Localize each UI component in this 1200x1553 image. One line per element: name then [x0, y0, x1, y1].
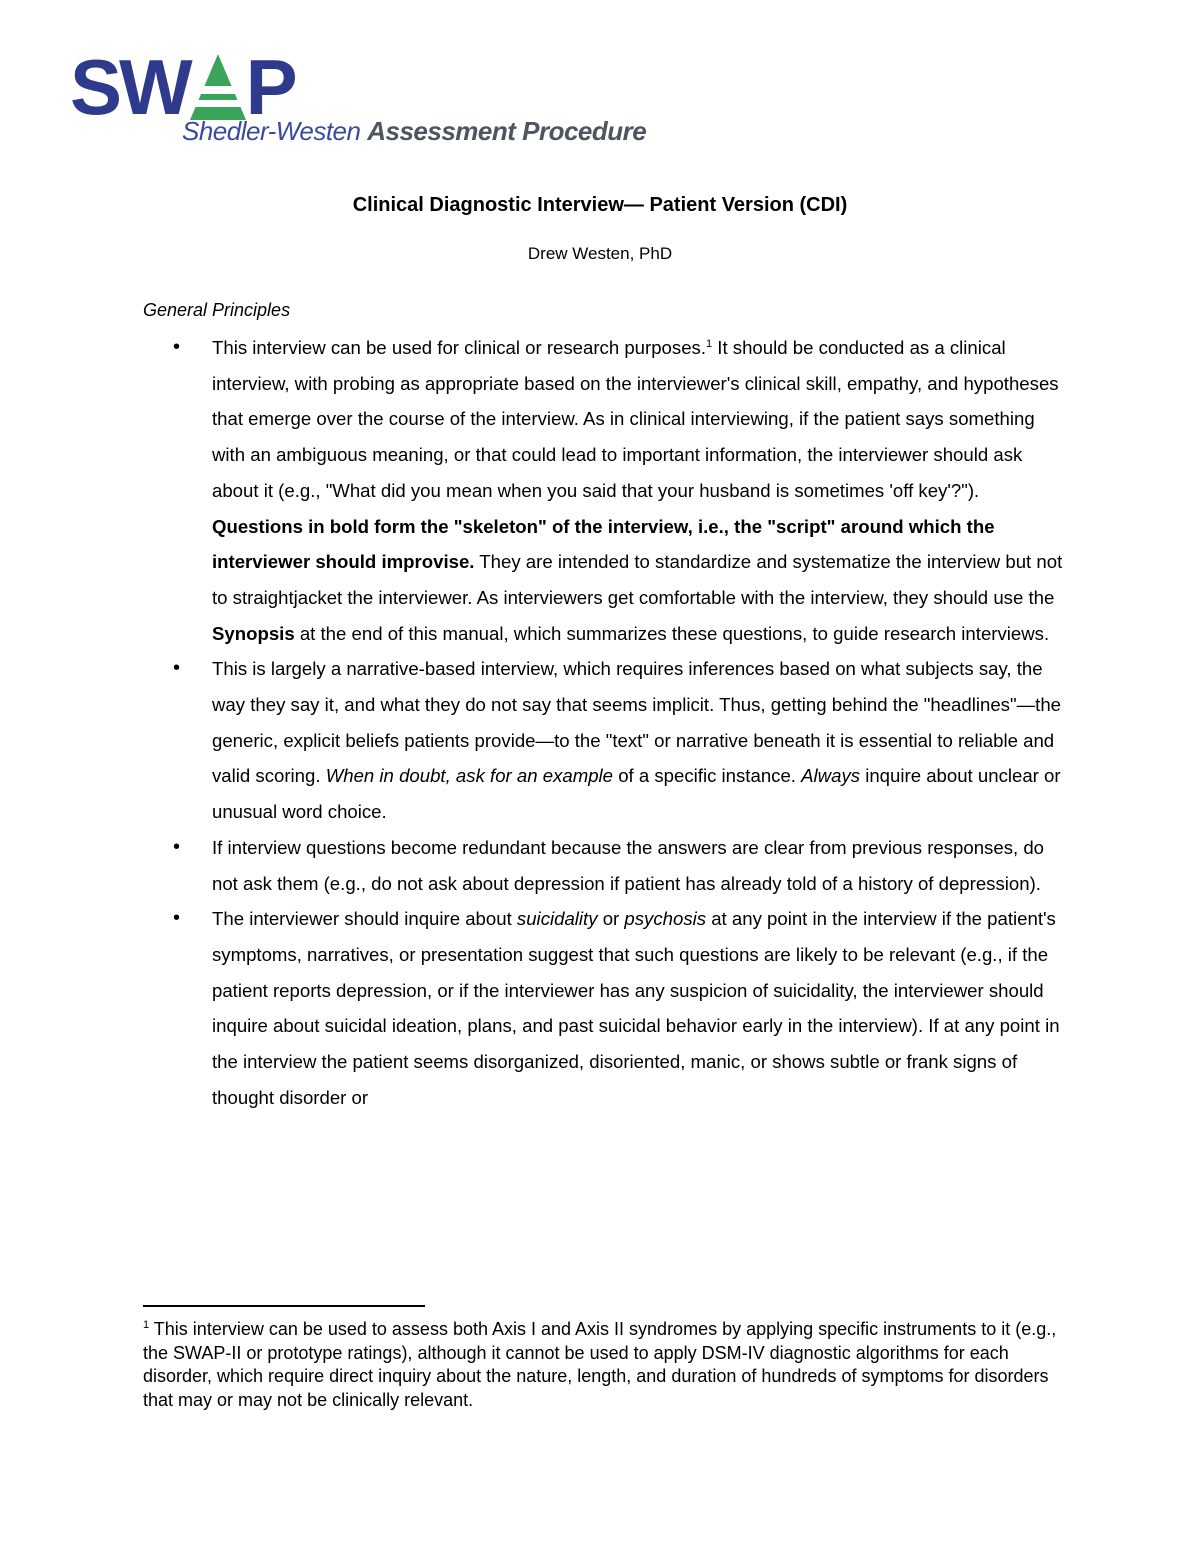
italic-text: Always [801, 765, 861, 787]
bold-text: Questions in bold form the "skeleton" of the interview, i.e., the "script" around which the interviewer should improvise. [212, 515, 995, 573]
logo-tagline [182, 116, 646, 147]
footnote-number: 1 [143, 1319, 150, 1331]
bold-text: Synopsis [212, 622, 295, 644]
bullet-icon: • [173, 907, 181, 930]
list-item [143, 901, 1063, 1115]
list-item-text [212, 830, 1063, 901]
document-author: Drew Westen, PhD [527, 244, 673, 263]
text-run: at the end of this manual, which summarizes these questions, to guide research interviews. [294, 622, 1050, 644]
text-run: This is largely a narrative-based interview, which requires inferences based on what subjects say, the way they say it, and what they do not say that seems implicit. Thus, getting behind the "headlines"—the generic, explicit beliefs patients provide—to the "text" or narrative beneath it is essential to reliable and valid scoring. [212, 658, 1062, 787]
list-item [143, 330, 1063, 651]
list-item-text [212, 901, 1063, 1115]
logo-letters-left: SW [70, 43, 190, 131]
italic-text: When in doubt, ask for an example [325, 765, 614, 787]
text-run: inquire about unclear or unusual word choice. [212, 765, 1061, 823]
section-heading: General Principles [143, 300, 291, 320]
list-item [143, 651, 1063, 830]
footnote [143, 1318, 1073, 1412]
list-item-text [212, 651, 1063, 830]
text-run: They are intended to standardize and systematize the interview but not to straightjacket the interviewer. As interviewers get comfortable with the interview, they should use the [212, 551, 1063, 608]
text-run: It should be conducted as a clinical interview, with probing as appropriate based on the interviewer's clinical skill, empathy, and hypotheses that emerge over the course of the interview. As in clinical interviewing, if the patient says something with an ambiguous meaning, or that could lead to important information, the interviewer should ask about it (e.g., "What did you mean when you said that your husband is sometimes 'off key'?"). [212, 337, 1059, 501]
list-item [143, 830, 1063, 901]
footnote-ref[interactable]: 1 [706, 338, 713, 350]
bullet-icon: • [173, 835, 181, 858]
principles-list [143, 330, 1063, 1115]
text-run: If interview questions become redundant because the answers are clear from previous responses, do not ask them (e.g., do not ask about depression if patient has already told of a history of depression). [212, 836, 1045, 894]
document-title: Clinical Diagnostic Interview— Patient Version (CDI) [352, 194, 848, 216]
footnote-divider [143, 1305, 425, 1307]
logo-a-triangle-icon [190, 54, 246, 120]
logo-tagline-normal: Shedler-Westen [182, 116, 368, 146]
bullet-icon: • [173, 657, 181, 680]
text-run: This interview can be used for clinical or research purposes. [212, 337, 706, 358]
text-run: or [597, 908, 625, 930]
logo-letters-right: P [245, 43, 295, 131]
list-item-text [212, 330, 1063, 651]
italic-text: suicidality [516, 908, 598, 930]
italic-text: psychosis [624, 908, 707, 930]
bullet-icon: • [173, 336, 181, 358]
swap-logo [70, 43, 647, 158]
text-run: The interviewer should inquire about [212, 908, 517, 930]
text-run: of a specific instance. [613, 765, 802, 787]
text-run: at any point in the interview if the patient's symptoms, narratives, or presentation suggest that such questions are likely to be relevant (e.g., if the patient reports depression, or if the interviewer has any suspicion of suicidality, the interviewer should inquire about suicidal ideation, plans, and past suicidal behavior early in the interview). If at any point in the interview the patient seems disorganized, disoriented, manic, or shows subtle or frank signs of thought disorder or [212, 908, 1060, 1108]
footnote-text: This interview can be used to assess both Axis I and Axis II syndromes by applying specific instruments to it (e.g., the SWAP-II or prototype ratings), although it cannot be used to apply DSM-IV diagnostic algorithms for each disorder, which require direct inquiry about the nature, length, and duration of hundreds of symptoms for disorders that may or may not be clinically relevant. [143, 1319, 1057, 1410]
logo-wordmark [70, 43, 295, 131]
logo-tagline-bold: Assessment Procedure [367, 116, 647, 146]
